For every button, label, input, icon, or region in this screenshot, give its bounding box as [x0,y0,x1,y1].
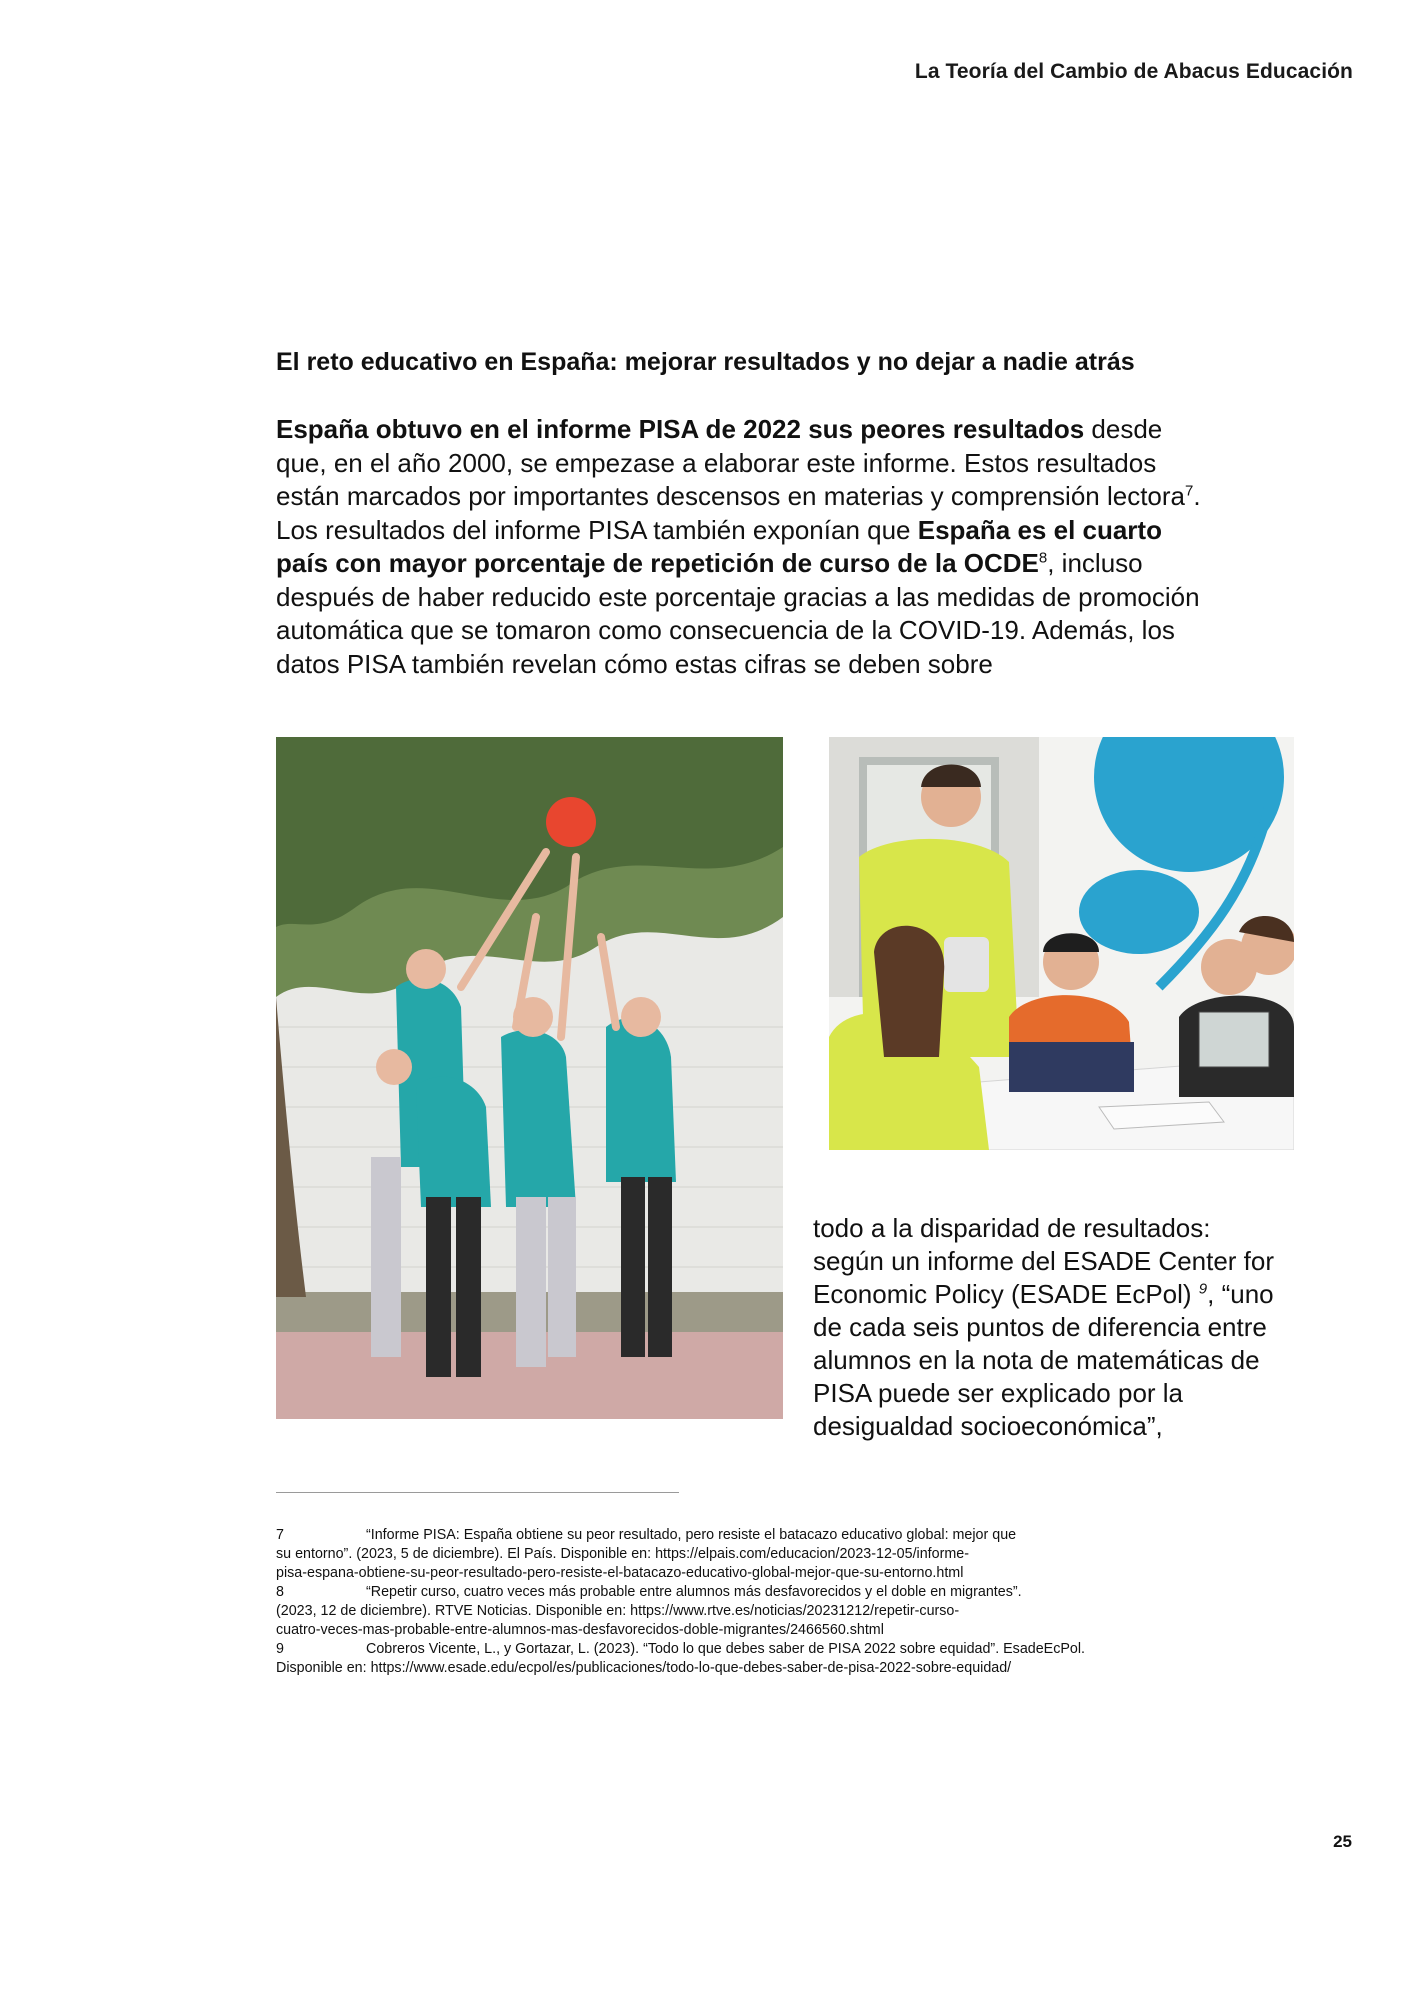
footnote-divider [276,1492,679,1493]
page-number: 25 [1333,1832,1352,1851]
intro-text-2: . Los resultados del informe PISA también exponían que [276,481,1201,545]
footnote-text: Cobreros Vicente, L., y Gortazar, L. (2023). “Todo lo que debes saber de PISA 2022 sobre equidad”. EsadeEcPol. [366,1641,1085,1657]
photo-children-playing-ball [276,737,783,1419]
continuation-paragraph [813,1212,1283,1443]
footnote-line [276,1583,1236,1602]
intro-bold-1: España obtuvo en el informe PISA de 2022 sus peores resultados [276,414,1085,444]
footnote-7 [276,1526,1236,1583]
footnote-line [276,1526,1236,1545]
continuation-text-2: , “uno de cada seis puntos de diferencia entre alumnos en la nota de matemáticas de PISA puede ser explicado por la desigualdad socioeconómica”, [813,1279,1274,1441]
footnote-number: 8 [276,1584,284,1600]
footnote-line[interactable]: pisa-espana-obtiene-su-peor-resultado-pero-resiste-el-batacazo-educativo-global-mejor-que-su-entorno.html [276,1565,964,1581]
footnote-line[interactable]: cuatro-veces-mas-probable-entre-alumnos-mas-desfavorecidos-doble-migrantes/2466560.shtml [276,1622,884,1638]
footnotes [276,1526,1236,1678]
footnote-ref-8[interactable]: 8 [1038,549,1048,567]
footnote-8 [276,1583,1236,1640]
intro-paragraph [276,413,1216,681]
footnote-line[interactable]: (2023, 12 de diciembre). RTVE Noticias. Disponible en: https://www.rtve.es/noticias/20231212/repetir-curso- [276,1603,960,1619]
footnote-line [276,1640,1236,1659]
footnote-ref-7[interactable]: 7 [1185,482,1194,500]
footnote-number: 7 [276,1527,284,1543]
footnote-line[interactable]: su entorno”. (2023, 5 de diciembre). El País. Disponible en: https://elpais.com/educacion/2023-12-05/informe- [276,1546,969,1562]
footnote-ref-9[interactable]: 9 [1198,1280,1208,1298]
footnote-number: 9 [276,1641,284,1657]
photo-classroom-teacher-students [829,737,1294,1150]
footnote-text: “Repetir curso, cuatro veces más probable entre alumnos más desfavorecidos y el doble en migrantes”. [366,1584,1022,1600]
intro-text-1: desde que, en el año 2000, se empezase a elaborar este informe. Estos resultados están marcados por importantes descensos en materias y comprensión lectora [276,414,1185,511]
continuation-text-1: todo a la disparidad de resultados: según un informe del ESADE Center for Economic Policy (ESADE EcPol) [813,1213,1275,1309]
intro-text-3: , incluso después de haber reducido este porcentaje gracias a las medidas de promoción automática que se tomaron como consecuencia de la COVID-19. Además, los datos PISA también revelan cómo estas cifras se deben sobre [276,548,1200,679]
footnote-text: “Informe PISA: España obtiene su peor resultado, pero resiste el batacazo educativo global: mejor que [366,1527,1017,1543]
footnote-line[interactable]: Disponible en: https://www.esade.edu/ecpol/es/publicaciones/todo-lo-que-debes-saber-de-pisa-2022-sobre-equidad/ [276,1660,1012,1676]
running-header: La Teoría del Cambio de Abacus Educación [914,60,1353,83]
section-heading: El reto educativo en España: mejorar resultados y no dejar a nadie atrás [276,348,1135,376]
intro-bold-2: España es el cuarto país con mayor porcentaje de repetición de curso de la OCDE [276,514,1162,578]
footnote-9 [276,1640,1236,1678]
